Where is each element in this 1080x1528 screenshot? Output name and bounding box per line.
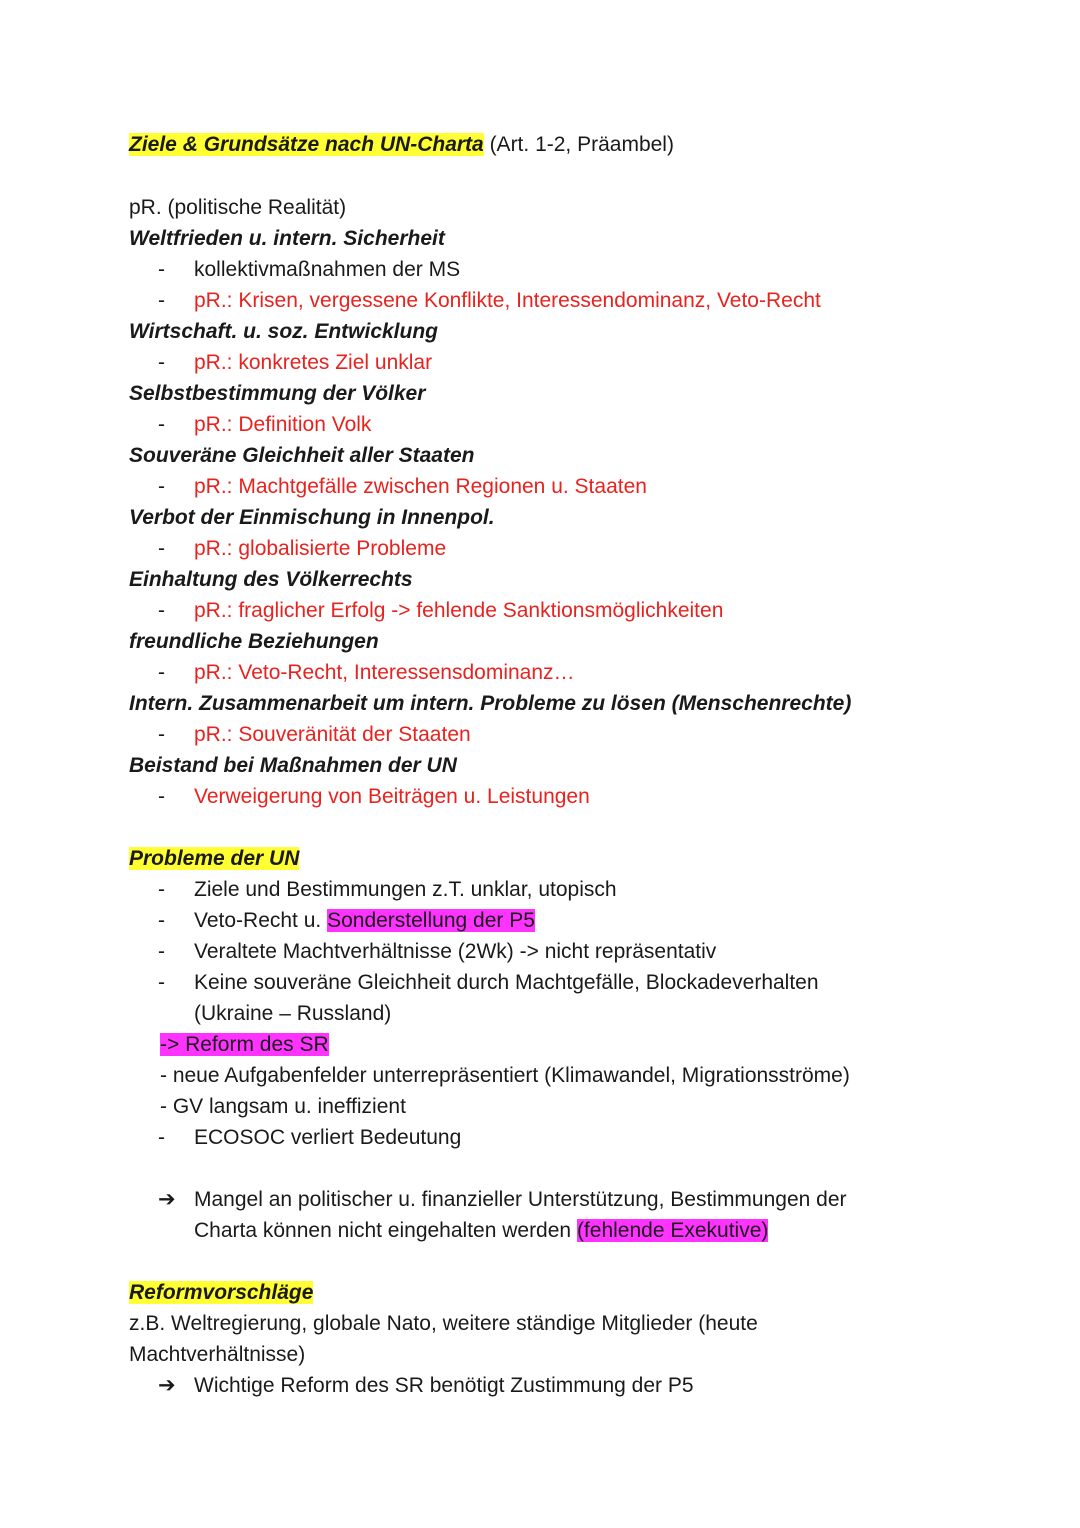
- heading-suffix: (Art. 1-2, Präambel): [483, 133, 674, 156]
- section-heading-reforms: [129, 1277, 313, 1308]
- problem-extra: - neue Aufgabenfelder unterrepräsentiert (Klimawandel, Migrationsströme): [160, 1064, 850, 1087]
- reform-highlight: -> Reform des SR: [160, 1033, 329, 1056]
- problem-extra: - GV langsam u. ineffizient: [160, 1095, 406, 1118]
- reform-conclusion: Wichtige Reform des SR benötigt Zustimmung der P5: [194, 1374, 694, 1397]
- goal-point: pR.: Souveränität der Staaten: [194, 723, 471, 746]
- goal-title: Verbot der Einmischung in Innenpol.: [129, 506, 495, 529]
- section-heading-problems: [129, 843, 299, 874]
- problem-item: Veraltete Machtverhältnisse (2Wk) -> nicht repräsentativ: [194, 940, 717, 963]
- goal-title: Selbstbestimmung der Völker: [129, 382, 426, 405]
- heading-highlight: Reformvorschläge: [129, 1281, 314, 1304]
- problem-highlight: Sonderstellung der P5: [327, 909, 535, 932]
- goal-point: kollektivmaßnahmen der MS: [194, 258, 461, 281]
- goal-title: Einhaltung des Völkerrechts: [129, 568, 413, 591]
- goal-point: pR.: Definition Volk: [194, 413, 372, 436]
- section-heading-goals: [129, 129, 674, 160]
- problem-extra: ECOSOC verliert Bedeutung: [194, 1126, 462, 1149]
- goal-point: pR.: Machtgefälle zwischen Regionen u. Staaten: [194, 475, 647, 498]
- goal-title: Souveräne Gleichheit aller Staaten: [129, 444, 475, 467]
- intro-text: pR. (politische Realität): [129, 196, 347, 219]
- heading-highlight: Ziele & Grundsätze nach UN-Charta: [129, 133, 484, 156]
- problem-item: Keine souveräne Gleichheit durch Machtgefälle, Blockadeverhalten: [194, 971, 819, 994]
- conclusion-highlight: (fehlende Exekutive): [576, 1219, 769, 1242]
- goal-point: pR.: Veto-Recht, Interessensdominanz…: [194, 661, 575, 684]
- heading-highlight: Probleme der UN: [129, 847, 300, 870]
- goal-title: Wirtschaft. u. soz. Entwicklung: [129, 320, 439, 343]
- goal-point: Verweigerung von Beiträgen u. Leistungen: [194, 785, 590, 808]
- goal-title: Weltfrieden u. intern. Sicherheit: [129, 227, 445, 250]
- goal-point: pR.: Krisen, vergessene Konflikte, Interessendominanz, Veto-Recht: [194, 289, 821, 312]
- goal-point: pR.: fraglicher Erfolg -> fehlende Sanktionsmöglichkeiten: [194, 599, 724, 622]
- reform-text: z.B. Weltregierung, globale Nato, weitere ständige Mitglieder (heute: [129, 1312, 758, 1335]
- problem-item: Veto-Recht u. Sonderstellung der P5: [194, 909, 535, 932]
- reform-note: [160, 1029, 329, 1060]
- goal-point: pR.: konkretes Ziel unklar: [194, 351, 433, 374]
- problem-item-continued: (Ukraine – Russland): [194, 1002, 392, 1025]
- problem-item: Ziele und Bestimmungen z.T. unklar, utopisch: [194, 878, 617, 901]
- goal-title: freundliche Beziehungen: [129, 630, 379, 653]
- reform-text: Machtverhältnisse): [129, 1343, 306, 1366]
- goal-point: pR.: globalisierte Probleme: [194, 537, 447, 560]
- document-page: Ziele & Grundsätze nach UN-Charta (Art. 1-2, Präambel) pR. (politische Realität) Weltfrieden u. intern. Sicherheit - kollektivmaßnahmen der MS - pR.: Krisen, vergessene Konflikte, Interessendominanz, Veto-Recht Wirtschaft. u. soz. Entwicklung - pR.: konkretes Ziel unklar Selbstbestimmung der Völker - pR.: Definition Volk Souveräne Gleichheit aller Staaten - pR.: Machtgefälle zwischen Regionen u. Staaten Verbot der Einmischung in Innenpol. - pR.: globalisierte Probleme Einhaltung des Völkerrechts - pR.: fraglicher Erfolg -> fehlende Sanktionsmöglichkeiten freundliche Beziehungen - pR.: Veto-Recht, Interessensdominanz… Intern. Zusammenarbeit um intern. Probleme zu lösen (Menschenrechte) - pR.: Souveränität der Staaten Beistand bei Maßnahmen der UN - Verweigerung von Beiträgen u. Leistungen Probleme der UN - Ziele und Bestimmungen z.T. unklar, utopisch - Veto-Recht u. Sonderstellung der P5 - Veraltete Machtverhältnisse (2Wk) -> nicht repräsentativ - Keine souveräne Gleichheit durch Machtgefälle, Blockadeverhalten (Ukraine – Russland) -> Reform des SR - neue Aufgabenfelder unterrepräsentiert (Klimawandel, Migrationsströme) - GV langsam u. ineffizient - ECOSOC verliert Bedeutung ➔ Mangel an politischer u. finanzieller Unterstützung, Bestimmungen der Charta können nicht eingehalten werden (fehlende Exekutive) Reformvorschläge z.B. Weltregierung, globale Nato, weitere ständige Mitglieder (heute Machtverhältnisse) ➔ Wichtige Reform des SR benötigt Zustimmung der P5: [0, 0, 1080, 1528]
- goal-title: Beistand bei Maßnahmen der UN: [129, 754, 457, 777]
- conclusion-line: Mangel an politischer u. finanzieller Unterstützung, Bestimmungen der: [194, 1188, 847, 1211]
- conclusion-line: Charta können nicht eingehalten werden (fehlende Exekutive): [194, 1219, 769, 1242]
- goal-title: Intern. Zusammenarbeit um intern. Probleme zu lösen (Menschenrechte): [129, 692, 852, 715]
